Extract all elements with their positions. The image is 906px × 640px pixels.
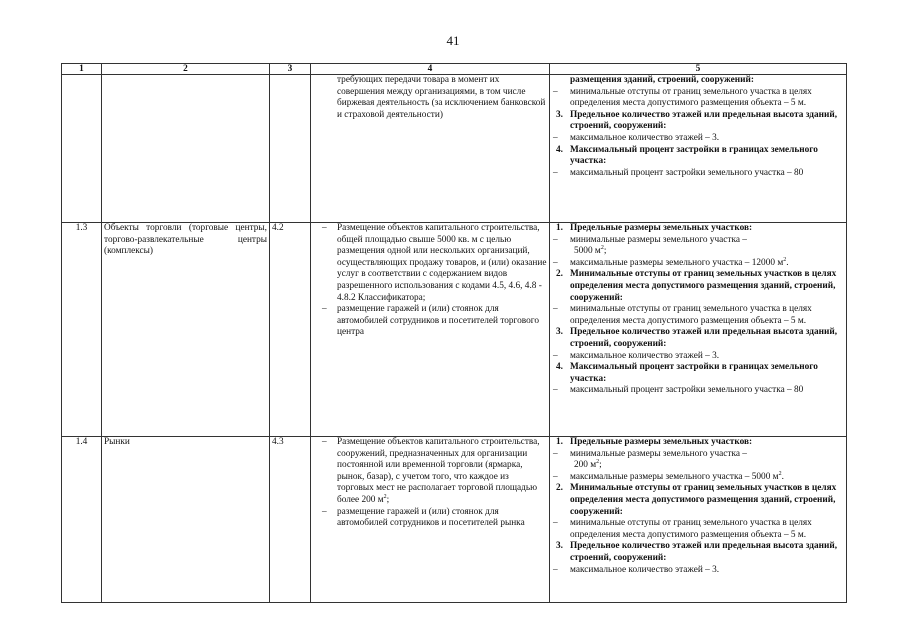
parameter-heading-continued: размещения зданий, строений, сооружений:	[570, 75, 754, 85]
parameter-heading: 1. Предельные размеры земельных участков:	[556, 223, 753, 233]
table-row	[62, 437, 847, 603]
dash-marker: –	[553, 132, 558, 143]
parameter-item: – максимальные размеры земельного участка – 12000 $м^2$.	[553, 256, 789, 268]
parameter-heading: 3. Предельное количество этажей или предельная высота зданий, строений, сооружений:	[556, 109, 838, 132]
dash-marker: –	[553, 518, 558, 529]
parameter-item: – минимальные отступы от границ земельного участка в целях определения места допустимого размещения объекта – 5 м.	[553, 518, 812, 540]
parameter-item: – максимальный процент застройки земельного участка – 80	[553, 167, 804, 178]
parameters-cell	[550, 437, 847, 603]
parameter-item: – максимальные размеры земельного участка – 5000 $м^2$.	[553, 470, 784, 482]
parameter-item: – минимальные размеры земельного участка –	[553, 448, 747, 459]
dash-marker: –	[553, 86, 558, 97]
parameter-heading: 4. Максимальный процент застройки в границах земельного участка:	[556, 144, 818, 167]
list-number: 2.	[556, 269, 563, 280]
dash-marker: –	[553, 167, 558, 178]
parameter-heading: 2. Минимальные отступы от границ земельных участков в целях определения места допустимого размещения зданий, строений, сооружений:	[556, 269, 837, 303]
use-name-cell	[102, 75, 270, 223]
parameter-item: – минимальные отступы от границ земельного участка в целях определения места допустимого размещения объекта – 5 м.	[553, 86, 812, 109]
dash-marker: –	[322, 506, 327, 517]
parameter-item: – максимальный процент застройки земельного участка – 80	[553, 385, 804, 396]
row-number-cell	[62, 75, 102, 223]
dash-marker: –	[553, 304, 558, 315]
parameter-heading: 3. Предельное количество этажей или предельная высота зданий, строений, сооружений:	[556, 541, 838, 563]
row-number: 1.3	[62, 223, 102, 437]
list-number: 1.	[556, 437, 563, 447]
table-row	[62, 223, 847, 437]
column-number: 4	[311, 64, 550, 75]
use-item: требующих передачи товара в момент их совершения между организациями, в том числе биржевая деятельность (за исключением банковской и страховой деятельности)	[337, 75, 546, 120]
dash-marker: –	[553, 471, 558, 482]
page-number: 41	[446, 33, 460, 48]
parameter-heading: 4. Максимальный процент застройки в границах земельного участка:	[556, 362, 818, 384]
column-number: 2	[102, 64, 270, 75]
column-numbers-row	[62, 64, 847, 75]
use-item: – размещение гаражей и (или) стоянок для автомобилей сотрудников и посетителей торгового центра	[322, 304, 539, 338]
list-number: 1.	[556, 223, 563, 233]
dash-marker: –	[322, 437, 327, 447]
list-number: 4.	[556, 144, 563, 155]
list-number: 3.	[556, 541, 563, 552]
list-number: 3.	[556, 327, 563, 338]
use-item: – размещение гаражей и (или) стоянок для автомобилей сотрудников и посетителей рынка	[322, 506, 525, 529]
use-name: Объекты торговли (торговые центры, торгово-развлекательные центры (комплексы)	[102, 223, 270, 437]
parameter-item: – максимальное количество этажей – 3.	[553, 350, 720, 361]
permitted-uses-cell	[311, 437, 550, 603]
land-use-table	[61, 63, 847, 603]
use-code: 4.3	[270, 437, 311, 603]
parameter-heading: 2. Минимальные отступы от границ земельных участков в целях определения места допустимого размещения зданий, строений, сооружений:	[556, 483, 837, 517]
permitted-uses-cell	[311, 75, 550, 223]
parameter-item: – минимальные отступы от границ земельного участка в целях определения места допустимого размещения объекта – 5 м.	[553, 304, 812, 326]
parameter-item: – минимальные размеры земельного участка –	[553, 234, 747, 245]
use-code-cell	[270, 75, 311, 223]
dash-marker: –	[553, 564, 558, 575]
use-name: Рынки	[102, 437, 270, 603]
use-code: 4.2	[270, 223, 311, 437]
parameter-value: 5000 $м^2$;	[574, 245, 607, 257]
parameter-value: 200 $м^2$;	[574, 459, 602, 471]
table-row-continued	[62, 75, 847, 223]
parameters-cell	[550, 75, 847, 223]
dash-marker: –	[553, 385, 558, 396]
parameters-cell	[550, 223, 847, 437]
column-number: 1	[62, 64, 102, 75]
list-number: 2.	[556, 483, 563, 494]
dash-marker: –	[553, 350, 558, 361]
list-number: 4.	[556, 362, 563, 373]
parameter-heading: 3. Предельное количество этажей или предельная высота зданий, строений, сооружений:	[556, 327, 838, 349]
parameter-item: – максимальное количество этажей – 3.	[553, 564, 720, 575]
permitted-uses-cell	[311, 223, 550, 437]
use-item: – Размещение объектов капитального строительства, сооружений, предназначенных для организации постоянной или временной торговли (ярмарка, рынок, базар), с учетом того, что каждое из торговых мест не располагает торговой площадью более 200 $м^2$;	[322, 437, 540, 505]
column-number: 5	[550, 64, 847, 75]
list-number: 3.	[556, 109, 563, 120]
dash-marker: –	[322, 223, 327, 233]
row-number: 1.4	[62, 437, 102, 603]
dash-marker: –	[553, 234, 558, 245]
use-item: – Размещение объектов капитального строительства, общей площадью свыше 5000 кв. м с целью размещения одной или нескольких организаций, осуществляющих продажу товаров, и (или) оказание услуг в соответствии с содержанием видов разрешенного использования с кодами 4.5, 4.6, 4.8 - 4.8.2 Классификатора;	[322, 223, 547, 303]
parameter-heading: 1. Предельные размеры земельных участков:	[556, 437, 753, 447]
dash-marker: –	[322, 304, 327, 315]
column-number: 3	[270, 64, 311, 75]
dash-marker: –	[553, 257, 558, 268]
dash-marker: –	[553, 448, 558, 459]
parameter-item: – максимальное количество этажей – 3.	[553, 132, 720, 143]
